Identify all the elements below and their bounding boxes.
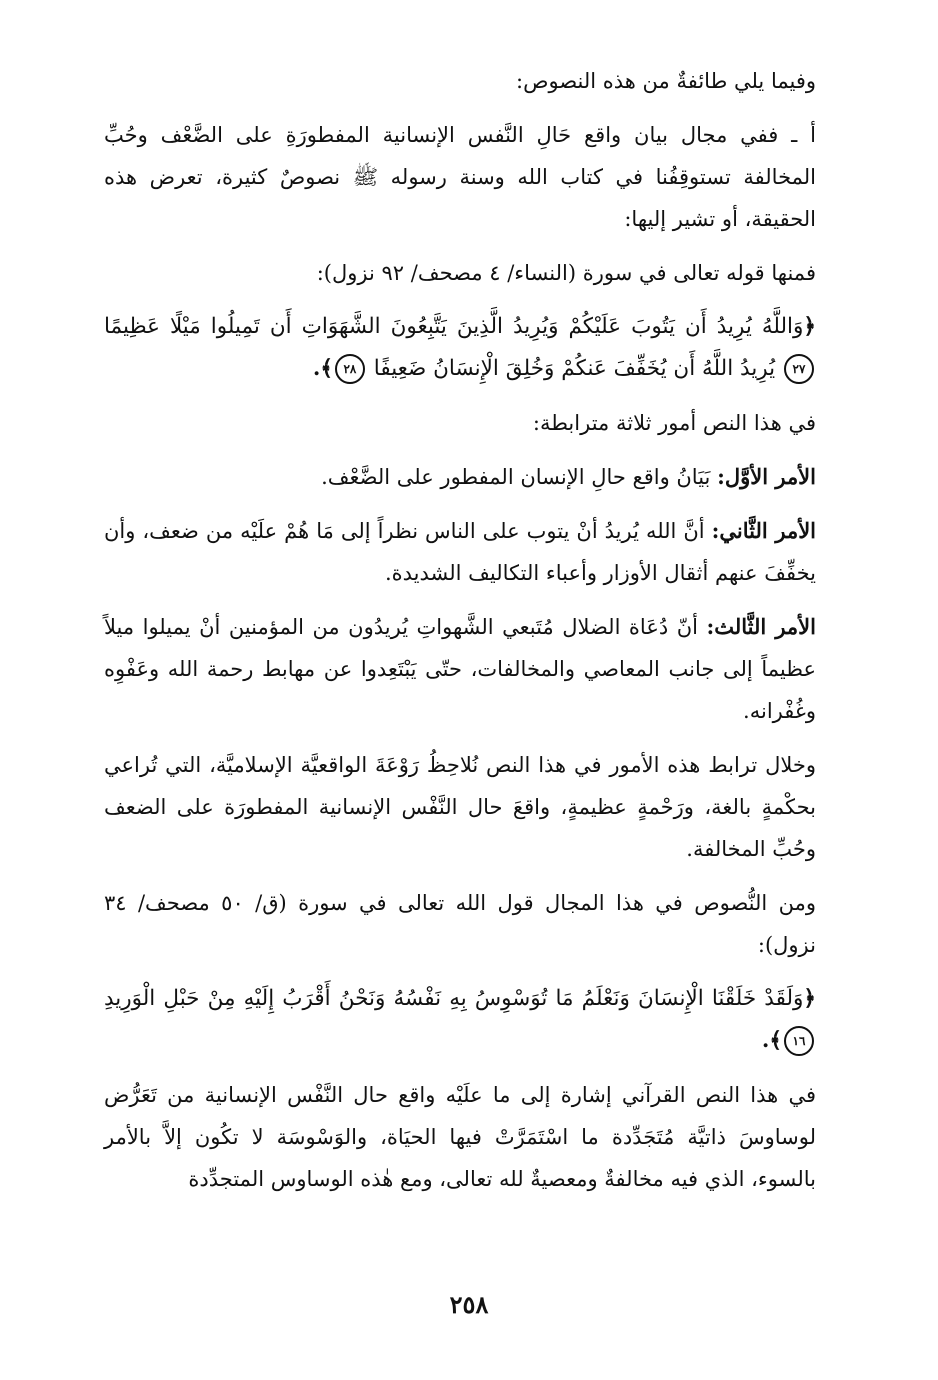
section-a-paragraph: أ ـ ففي مجال بيان واقع حَالِ النَّفس الإنسانية المفطورَةِ على الضَّعْف وحُبِّ المخالفة تستوقِفُنا في كتاب الله وسنة رسوله ﷺ نصوصٌ كثيرة، تعرض هذه الحقيقة، أو تشير إليها:: [104, 123, 816, 231]
point-3-lead: الأمر الثَّالث:: [706, 614, 816, 639]
quran-verse-2: [104, 978, 816, 1062]
point-2: [104, 510, 816, 594]
intro-line: وفيما يلي طائفةٌ من هذه النصوص:: [516, 69, 816, 93]
point-1-lead: الأمر الأوَّل:: [717, 464, 816, 489]
verse-open-bracket: ﴿: [803, 986, 816, 1011]
point-2-lead: الأمر الثَّاني:: [711, 518, 816, 543]
verse-1-text-b: يُرِيدُ اللَّهُ أَن يُخَفِّفَ عَنكُمْ وَخُلِقَ الْإِنسَانُ ضَعِيفًا: [373, 356, 776, 381]
quote2-intro: ومن النُّصوص في هذا المجال قول الله تعالى في سورة (ق/ ٥٠ مصحف/ ٣٤ نزول):: [104, 891, 816, 957]
verse-open-bracket: ﴿: [803, 314, 816, 339]
page-number: ٢٥٨: [449, 1290, 489, 1319]
point-1-text: بَيَانُ واقع حالِ الإنسان المفطور على الضَّعْف.: [321, 465, 711, 489]
quote1-intro: فمنها قوله تعالى في سورة (النساء/ ٤ مصحف/ ٩٢ نزول):: [316, 261, 816, 285]
verse-2-text: وَلَقَدْ خَلَقْنَا الْإِنسَانَ وَنَعْلَمُ مَا تُوَسْوِسُ بِهِ نَفْسُهُ وَنَحْنُ أَقْرَبُ إِلَيْهِ مِنْ حَبْلِ الْوَرِيدِ: [104, 986, 804, 1011]
ayah-number-marker: ٢٨: [335, 354, 365, 384]
point-2-text: أنَّ الله يُريدُ أنْ يتوب على الناس نظراً إلى مَا هُمْ علَيْه من ضعف، وأن يخفِّفَ عنهم أثقال الأوزار وأعباء التكاليف الشديدة.: [104, 519, 816, 585]
verse-close-bracket: ﴾.: [312, 356, 333, 381]
closing-paragraph: في هذا النص القرآني إشارة إلى ما علَيْه واقع حال النَّفْس الإنسانية من تَعَرُّض لوساوسَ ذاتيَّة مُتَجَدِّدة ما اسْتَمَرَّتْ فيها الحيَاة، والوَسْوسَة لا تكُون إلاَّ بالأمر بالسوء، الذي فيه مخالفةٌ ومعصيةٌ لله تعالى، ومع هٰذه الوساوس المتجدِّدة: [104, 1083, 816, 1191]
page-body: [104, 60, 816, 1212]
point-1: [104, 456, 816, 498]
ayah-number-marker: ٢٧: [784, 354, 814, 384]
quran-verse-1: [104, 306, 816, 390]
verse-1-text-a: وَاللَّهُ يُرِيدُ أَن يَتُوبَ عَلَيْكُمْ وَيُرِيدُ الَّذِينَ يَتَّبِعُونَ الشَّهَوَاتِ أَن تَمِيلُوا مَيْلًا عَظِيمًا: [104, 314, 804, 339]
point-3: [104, 606, 816, 732]
point-3-text: أنّ دُعَاة الضلال مُتَبعي الشَّهواتِ يُريدُون من المؤمنين أنْ يميلوا ميلاً عظيماً إلى جانب المعاصي والمخالفات، حتّى يَبْتَعِدوا عن مهابط رحمة الله وعَفْوِه وغُفْرانه.: [104, 615, 816, 723]
points-intro: في هذا النص أمور ثلاثة مترابطة:: [532, 411, 816, 435]
reflection-paragraph: وخلال ترابط هذه الأمور في هذا النص نُلاحِظُ رَوْعَةَ الواقعيَّة الإسلاميَّة، التي تُراعي بحكْمةٍ بالغة، ورَحْمةٍ عظيمةٍ، واقعَ حال النَّفْس الإنسانية المفطورَة على الضعف وحُبِّ المخالفة.: [104, 753, 816, 861]
ayah-number-marker: ١٦: [784, 1026, 814, 1056]
verse-close-bracket: ﴾.: [761, 1028, 782, 1053]
